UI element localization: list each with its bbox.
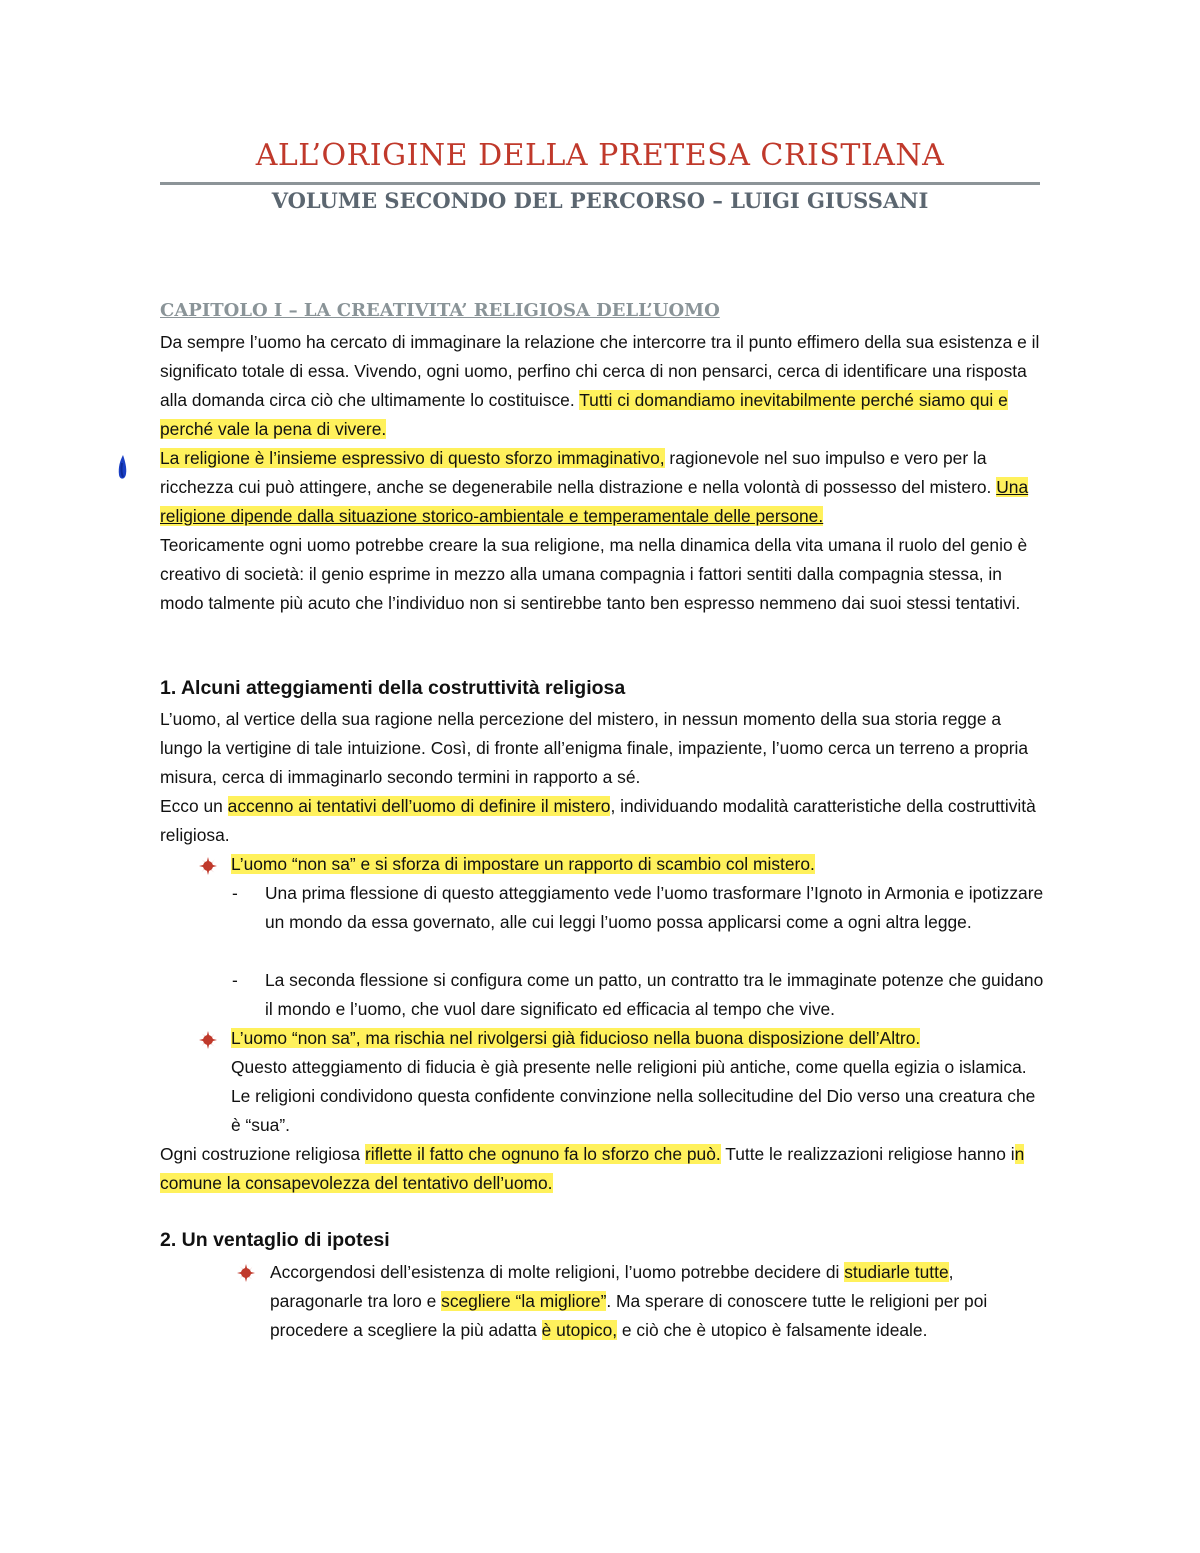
pen-mark-icon: [114, 453, 132, 483]
highlighted-text: scegliere “la migliore”: [441, 1291, 607, 1311]
bullet-item-1: [231, 850, 1046, 879]
dash-marker: -: [232, 883, 238, 903]
red-starburst-bullet-icon: [198, 856, 218, 876]
section-2-heading: 2. Un ventaglio di ipotesi: [160, 1229, 390, 1251]
highlighted-text: riflette il fatto che ognuno fa lo sforzo che può.: [364, 1144, 721, 1164]
highlighted-underlined-text: Una religione dipende dalla situazione storico-ambientale e temperamentale delle persone.: [160, 477, 1029, 526]
intro-paragraph-2: [160, 444, 1045, 531]
highlighted-text: La religione è l’insieme espressivo di questo sforzo immaginativo,: [160, 448, 665, 468]
highlighted-text: studiarle tutte: [844, 1262, 949, 1282]
paragraph-text: Ecco un: [160, 796, 228, 816]
highlighted-text: accenno ai tentativi dell’uomo di definire il mistero: [227, 796, 611, 816]
bullet-text: e ciò che è utopico è falsamente ideale.: [617, 1320, 928, 1340]
document-title: ALL’ORIGINE DELLA PRETESA CRISTIANA: [255, 138, 945, 173]
bullet-text: . Ma sperare di conoscere tutte le religioni per poi procedere a scegliere la più adatta: [270, 1291, 988, 1340]
title-divider: [160, 182, 1040, 185]
bullet-text: Questo atteggiamento di fiducia è già presente nelle religioni più antiche, come quella egizia o islamica. Le religioni condividono questa confidente convinzione nella sollecitudine del Dio verso una creatura che è “sua”.: [231, 1057, 1036, 1135]
dash-item-1: Una prima flessione di questo atteggiamento vede l’uomo trasformare l’Ignoto in Armonia e ipotizzare un mondo da essa governato, alle cui leggi l’uomo possa applicarsi come a ogni altra legge.: [265, 883, 1044, 932]
paragraph-text: , individuando modalità caratteristiche della costruttività religiosa.: [160, 796, 1036, 845]
bullet-item-2: [231, 1024, 1046, 1140]
red-starburst-bullet-icon: [236, 1263, 256, 1283]
highlighted-text: n comune la consapevolezza del tentativo dell’uomo.: [160, 1144, 1025, 1193]
highlighted-text: Tutti ci domandiamo inevitabilmente perché siamo qui e perché vale la pena di vivere.: [160, 390, 1008, 439]
intro-paragraph-1: [160, 328, 1045, 444]
bullet-text: , paragonarle tra loro e: [270, 1262, 954, 1311]
section-1-paragraph-3: [160, 1140, 1045, 1198]
intro-text: ragionevole nel suo impulso e vero per la ricchezza cui può attingere, anche se degenerabile nella distrazione e nella volontà di possesso del mistero.: [160, 448, 997, 497]
section-2-bullet-1: [270, 1258, 1050, 1345]
intro-paragraph-3: Teoricamente ogni uomo potrebbe creare la sua religione, ma nella dinamica della vita umana il ruolo del genio è creativo di società: il genio esprime in mezzo alla umana compagnia i fattori sentiti dalla compagnia stessa, in modo talmente più acuto che l’individuo non si sentirebbe tanto ben espresso nemmeno dai suoi stessi tentativi.: [160, 535, 1028, 613]
dash-item-2: La seconda flessione si configura come un patto, un contratto tra le immaginate potenze che guidano il mondo e l’uomo, che vuol dare significato ed efficacia al tempo che vive.: [265, 970, 1044, 1019]
chapter-heading: CAPITOLO I – LA CREATIVITA’ RELIGIOSA DELL’UOMO: [160, 300, 720, 321]
red-starburst-bullet-icon: [198, 1030, 218, 1050]
highlighted-text: è utopico,: [541, 1320, 618, 1340]
highlighted-text: L’uomo “non sa”, ma rischia nel rivolgersi già fiducioso nella buona disposizione dell’Altro.: [231, 1028, 921, 1048]
intro-text: Da sempre l’uomo ha cercato di immaginare la relazione che intercorre tra il punto effimero della sua esistenza e il significato totale di essa. Vivendo, ogni uomo, perfino chi cerca di non pensarci, cerca di identificare una risposta alla domanda circa ciò che ultimamente lo costituisce.: [160, 332, 1040, 410]
section-1-paragraph-1: L’uomo, al vertice della sua ragione nella percezione del mistero, in nessun momento della sua storia regge a lungo la vertigine di tale intuizione. Così, di fronte all’enigma finale, impaziente, l’uomo cerca un terreno a propria misura, cerca di immaginarlo secondo termini in rapporto a sé.: [160, 709, 1029, 787]
paragraph-text: Ogni costruzione religiosa: [160, 1144, 365, 1164]
bullet-text: Accorgendosi dell’esistenza di molte religioni, l’uomo potrebbe decidere di: [270, 1262, 845, 1282]
document-subtitle: VOLUME SECONDO DEL PERCORSO – LUIGI GIUSSANI: [271, 188, 929, 213]
dash-marker: -: [232, 970, 238, 990]
section-1-heading: 1. Alcuni atteggiamenti della costruttività religiosa: [160, 677, 626, 699]
paragraph-text: Tutte le realizzazioni religiose hanno i: [720, 1144, 1015, 1164]
section-1-paragraph-2: [160, 792, 1045, 850]
highlighted-text: L’uomo “non sa” e si sforza di impostare un rapporto di scambio col mistero.: [231, 854, 815, 874]
